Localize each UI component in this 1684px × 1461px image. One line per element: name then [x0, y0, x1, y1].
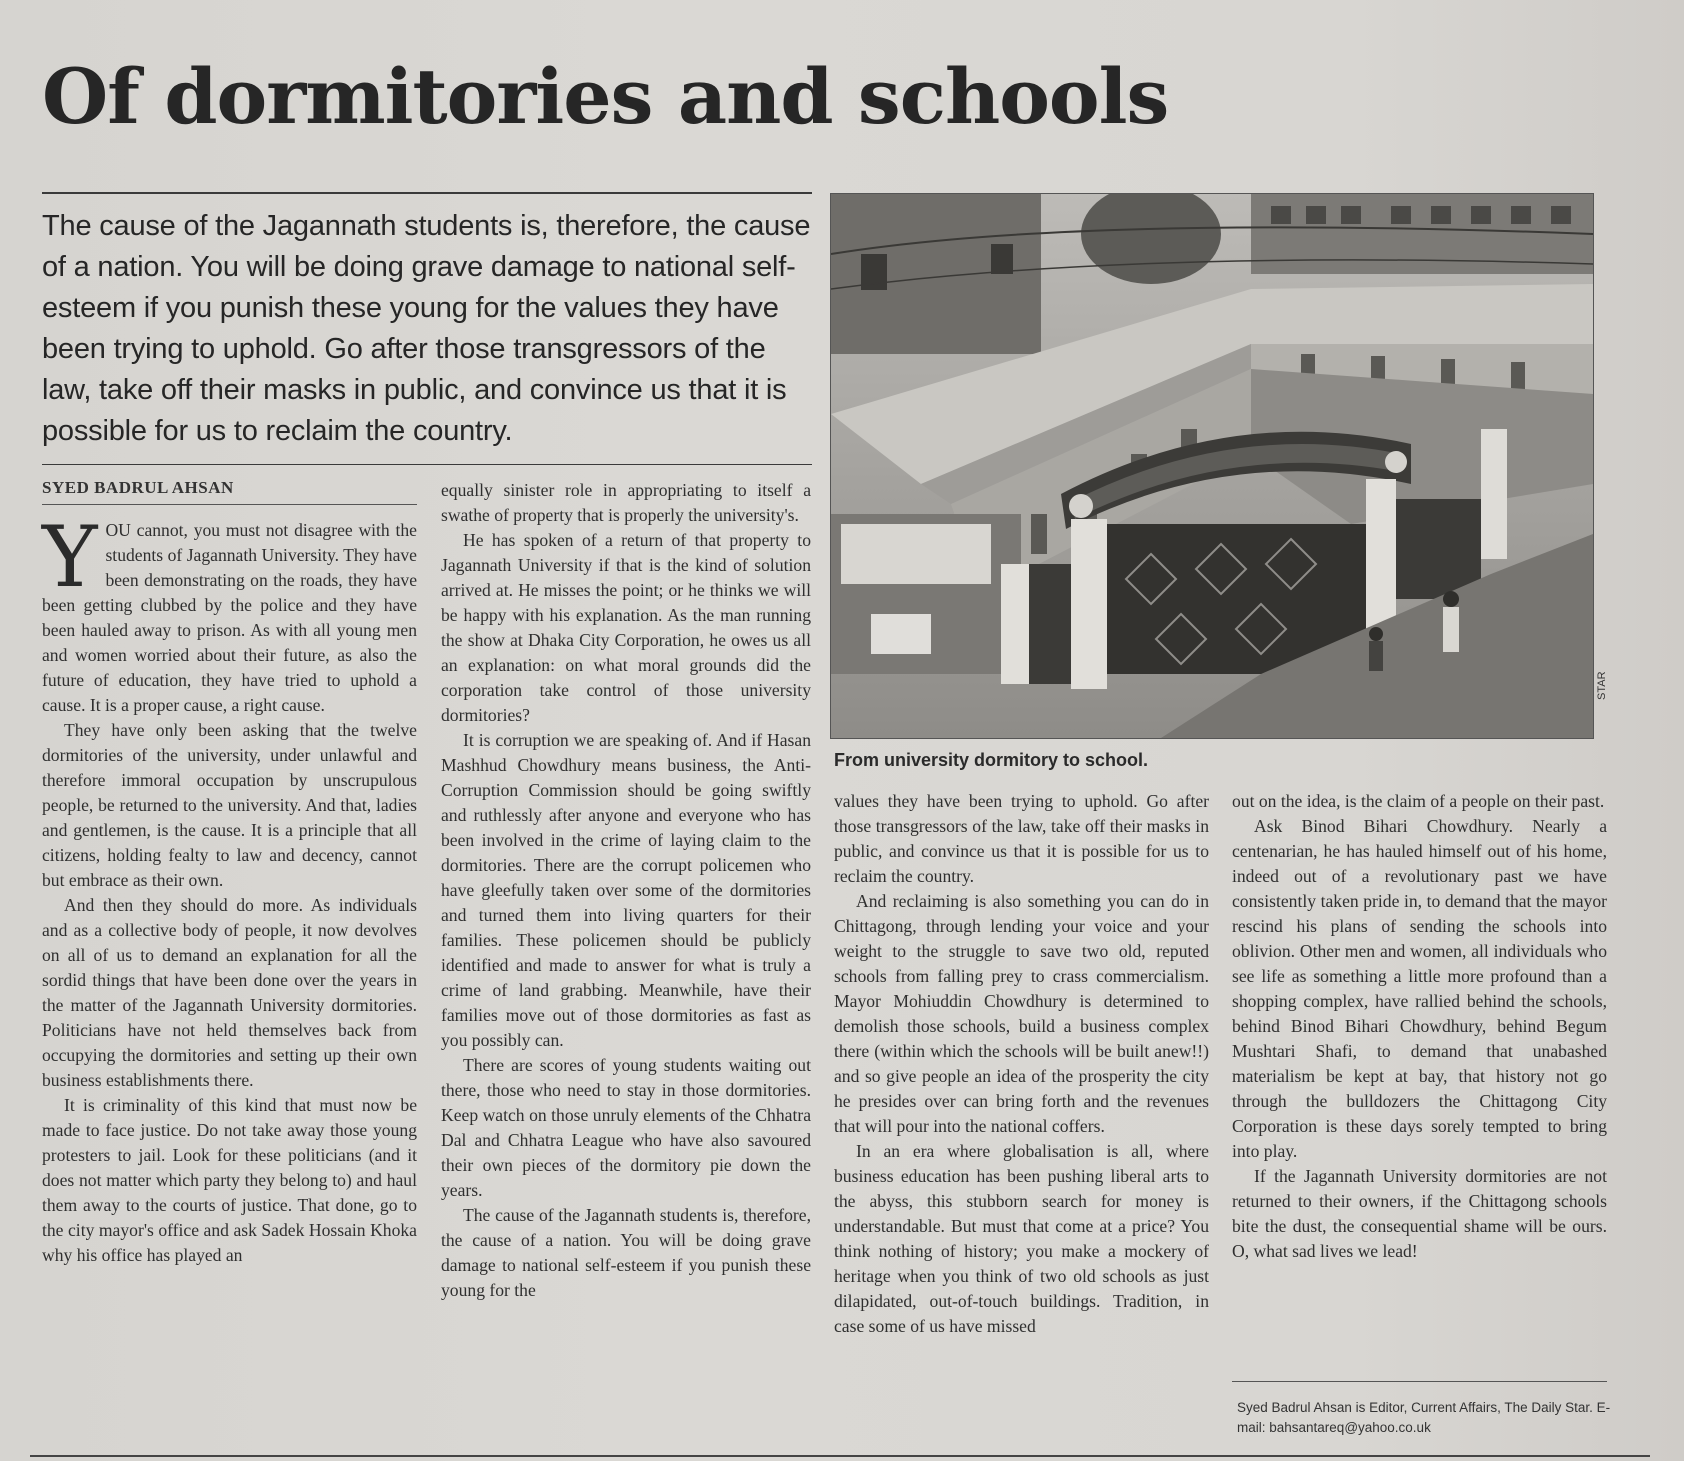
paragraph: They have only been asking that the twelve dormitories of the university, under unlawful and therefore immoral occupation by unscrupulous people, be returned to the university. And that, ladies and gentlemen, is the cause. It is a principle that all citizens, holding fealty to law and decency, cannot but embrace as their own. — [42, 720, 417, 890]
byline-rule — [42, 504, 417, 505]
article-column-2 — [441, 478, 811, 1303]
photo-credit: STAR — [1596, 671, 1608, 700]
pull-quote-top-rule — [42, 192, 812, 194]
byline: SYED BADRUL AHSAN — [42, 478, 234, 497]
page-bottom-rule — [30, 1455, 1650, 1457]
author-note: Syed Badrul Ahsan is Editor, Current Affairs, The Daily Star. E-mail: bahsantareq@yahoo.co.uk — [1237, 1400, 1611, 1435]
author-note-rule — [1232, 1381, 1607, 1382]
paragraph: If the Jagannath University dormitories are not returned to their owners, if the Chittagong schools bite the dust, the consequential shame will be ours. O, what sad lives we lead! — [1232, 1166, 1607, 1261]
article-column-3 — [834, 789, 1209, 1339]
paragraph: And reclaiming is also something you can do in Chittagong, through lending your voice and your weight to the struggle to save two old, reputed schools from falling prey to crass commercialism. Mayor Mohiuddin Chowdhury is determined to demolish those schools, build a business complex there (within which the schools will be built anew!!) and so give people an idea of the prosperity the city he presides over can bring forth and the revenues that will pour into the national coffers. — [834, 891, 1209, 1136]
paragraph: There are scores of young students waiting out there, those who need to stay in those dormitories. Keep watch on those unruly elements of the Chhatra Dal and Chhatra League who have also savoured their own pieces of the dormitory pie down the years. — [441, 1055, 811, 1200]
article-column-4 — [1232, 789, 1607, 1264]
paragraph: He has spoken of a return of that property to Jagannath University if that is the kind of solution arrived at. He misses the point; or he thinks we will be happy with his explanation. As the man running the show at Dhaka City Corporation, he owes us all an explanation: on what moral grounds did the corporation take control of those university dormitories? — [441, 530, 811, 725]
article-headline: Of dormitories and schools — [42, 52, 1169, 141]
paragraph — [42, 508, 417, 718]
paragraph: The cause of the Jagannath students is, therefore, the cause of a nation. You will be doing grave damage to national self-esteem if you punish these young for the — [441, 1205, 811, 1300]
pull-quote: The cause of the Jagannath students is, therefore, the cause of a nation. You will be doing grave damage to national self-esteem if you punish these young for the values they have been trying to uphold. Go after those transgressors of the law, take off their masks in public, and convince us that it is possible for us to reclaim the country. — [42, 210, 811, 447]
paragraph: equally sinister role in appropriating to itself a swathe of property that is properly the university's. — [441, 480, 811, 525]
paragraph: out on the idea, is the claim of a people on their past. — [1232, 791, 1605, 811]
paragraph: Ask Binod Bihari Chowdhury. Nearly a centenarian, he has hauled himself out of his home, indeed out of a revolutionary past we have consistently taken pride in, to demand that the mayor rescind his plans of sending the schools into oblivion. Other men and women, all individuals who see life as something a little more profound than a shopping complex, have rallied behind the schools, behind Binod Bihari Chowdhury, behind Begum Mushtari Shafi, to demand that unabashed materialism be kept at bay, that history not go through the bulldozers the Chittagong City Corporation is these days sorely tempted to bring into play. — [1232, 816, 1607, 1161]
pull-quote-bottom-rule — [42, 464, 812, 465]
photo-caption: From university dormitory to school. — [834, 750, 1149, 770]
paragraph: It is corruption we are speaking of. And if Hasan Mashhud Chowdhury means business, the Anti-Corruption Commission should be going swiftly and ruthlessly after anyone and everyone who has been involved in the crime of laying claim to the dormitories. There are the corrupt policemen who have gleefully taken over some of the dormitories and turned them into living quarters for their families. These policemen should be publicly identified and made to answer for what is truly a crime of land grabbing. Meanwhile, have their families move out of those dormitories as fast as you possibly can. — [441, 730, 811, 1050]
paragraph-text: OU cannot, you must not disagree with the students of Jagannath University. They have been demonstrating on the roads, they have been getting clubbed by the police and they have been hauled away to prison. As with all young men and women worried about their future, as also the future of education, they have tried to uphold a cause. It is a proper cause, a right cause. — [42, 520, 417, 715]
paragraph: And then they should do more. As individuals and as a collective body of people, it now devolves on all of us to demand an explanation for all the sordid things that have been done over the years in the matter of the Jagannath University dormitories. Politicians have not held themselves back from occupying the dormitories and setting up their own business establishments there. — [42, 895, 417, 1090]
school-gate-photo — [830, 193, 1594, 739]
article-column-1 — [42, 508, 417, 1268]
paragraph: In an era where globalisation is all, where business education has been pushing liberal arts to the abyss, this stubborn search for money is understandable. But must that come at a price? You think nothing of history; you make a mockery of heritage when you think of two old schools as just dilapidated, out-of-touch buildings. Tradition, in case some of us have missed — [834, 1141, 1209, 1336]
photo-illustration — [831, 194, 1593, 738]
paragraph: It is criminality of this kind that must now be made to face justice. Do not take away those young protesters to jail. Look for these politicians (and it does not matter which party they belong to) and haul them away to the courts of justice. That done, go to the city mayor's office and ask Sadek Hossain Khoka why his office has played an — [42, 1095, 417, 1265]
paragraph: values they have been trying to uphold. Go after those transgressors of the law, take off their masks in public, and convince us that it is possible for us to reclaim the country. — [834, 791, 1209, 886]
drop-cap: Y — [42, 508, 98, 606]
